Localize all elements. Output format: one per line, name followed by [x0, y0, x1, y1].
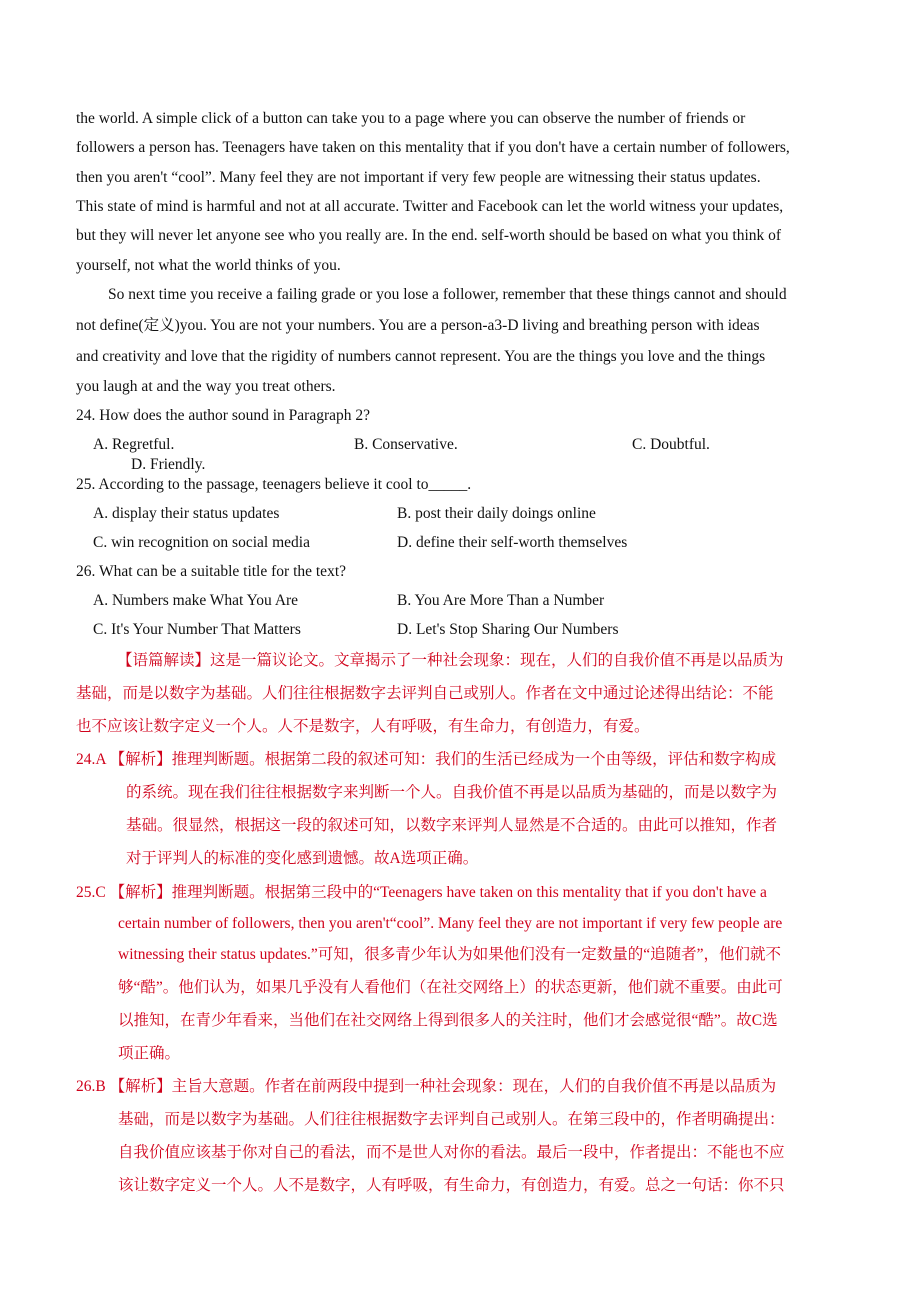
passage-line: the world. A simple click of a button can take you to a page where you can observe the number of friends or: [76, 110, 746, 127]
question-25-option-c: C. win recognition on social media: [93, 534, 310, 551]
analysis-25-line: 项正确。: [118, 1045, 181, 1062]
passage-line: then you aren't “cool”. Many feel they are not important if very few people are witnessing their status updates.: [76, 169, 761, 186]
analysis-24-line: 24.A 【解析】推理判断题。根据第二段的叙述可知：我们的生活已经成为一个由等级，评估和数字构成: [76, 751, 777, 768]
passage-line: followers a person has. Teenagers have taken on this mentality that if you don't have a certain number of followers,: [76, 139, 790, 156]
analysis-26-line: 基础，而是以数字为基础。人们往往根据数字去评判自己或别人。在第三段中的，作者明确提出：: [118, 1111, 785, 1128]
question-25-stem: 25. According to the passage, teenagers believe it cool to_____.: [76, 476, 472, 493]
question-24-option-c: C. Doubtful.: [632, 436, 710, 453]
analysis-25-line: witnessing their status updates.”可知，很多青少年认为如果他们没有一定数量的“追随者”，他们就不: [118, 946, 782, 963]
question-24-option-a: A. Regretful.: [93, 436, 175, 453]
analysis-26-line: 26.B 【解析】主旨大意题。作者在前两段中提到一种社会现象：现在，人们的自我价值不再是以品质为: [76, 1078, 777, 1095]
question-24-stem: 24. How does the author sound in Paragraph 2?: [76, 407, 371, 424]
question-24-option-d: D. Friendly.: [131, 456, 206, 473]
question-26-option-a: A. Numbers make What You Are: [93, 592, 299, 609]
analysis-25-line: certain number of followers, then you aren't“cool”. Many feel they are not important if very few people are: [118, 915, 783, 932]
analysis-24-line: 的系统。现在我们往往根据数字来判断一个人。自我价值不再是以品质为基础的，而是以数字为: [126, 784, 778, 801]
question-25-option-b: B. post their daily doings online: [397, 505, 596, 522]
analysis-26-line: 该让数字定义一个人。人不是数字，人有呼吸，有生命力，有创造力，有爱。总之一句话：你不只: [118, 1177, 785, 1194]
question-25-option-a: A. display their status updates: [93, 505, 280, 522]
analysis-summary-line: 基础，而是以数字为基础。人们往往根据数字去评判自己或别人。作者在文中通过论述得出结论：不能: [76, 685, 774, 702]
analysis-25-line: 25.C 【解析】推理判断题。根据第三段中的“Teenagers have taken on this mentality that if you don't have a: [76, 884, 767, 901]
passage-line: yourself, not what the world thinks of you.: [76, 257, 341, 274]
question-26-option-c: C. It's Your Number That Matters: [93, 621, 301, 638]
analysis-summary-line: 【语篇解读】这是一篇议论文。文章揭示了一种社会现象：现在，人们的自我价值不再是以品质为: [117, 652, 784, 669]
analysis-25-line: 以推知，在青少年看来，当他们在社交网络上得到很多人的关注时，他们才会感觉很“酷”。故C选: [118, 1012, 778, 1029]
question-25-option-d: D. define their self-worth themselves: [397, 534, 628, 551]
analysis-25-line: 够“酷”。他们认为，如果几乎没有人看他们（在社交网络上）的状态更新，他们就不重要。由此可: [118, 979, 783, 996]
passage-line: So next time you receive a failing grade or you lose a follower, remember that these things cannot and should: [108, 286, 787, 303]
passage-line: This state of mind is harmful and not at all accurate. Twitter and Facebook can let the world witness your updates,: [76, 198, 784, 215]
question-26-option-d: D. Let's Stop Sharing Our Numbers: [397, 621, 619, 638]
passage-line: and creativity and love that the rigidity of numbers cannot represent. You are the things you love and the things: [76, 348, 766, 365]
question-26-stem: 26. What can be a suitable title for the text?: [76, 563, 347, 580]
question-24-option-b: B. Conservative.: [354, 436, 458, 453]
analysis-24-line: 对于评判人的标准的变化感到遗憾。故A选项正确。: [126, 850, 479, 867]
analysis-summary-line: 也不应该让数字定义一个人。人不是数字，人有呼吸，有生命力，有创造力，有爱。: [76, 718, 650, 735]
question-26-option-b: B. You Are More Than a Number: [397, 592, 605, 609]
passage-line: but they will never let anyone see who you really are. In the end. self-worth should be based on what you think of: [76, 227, 782, 244]
passage-line: not define(定义)you. You are not your numbers. You are a person-a3-D living and breathing person with ideas: [76, 317, 760, 334]
passage-line: you laugh at and the way you treat others.: [76, 378, 336, 395]
analysis-26-line: 自我价值应该基于你对自己的看法，而不是世人对你的看法。最后一段中，作者提出：不能也不应: [118, 1144, 785, 1161]
analysis-24-line: 基础。很显然，根据这一段的叙述可知，以数字来评判人显然是不合适的。由此可以推知，作者: [126, 817, 778, 834]
